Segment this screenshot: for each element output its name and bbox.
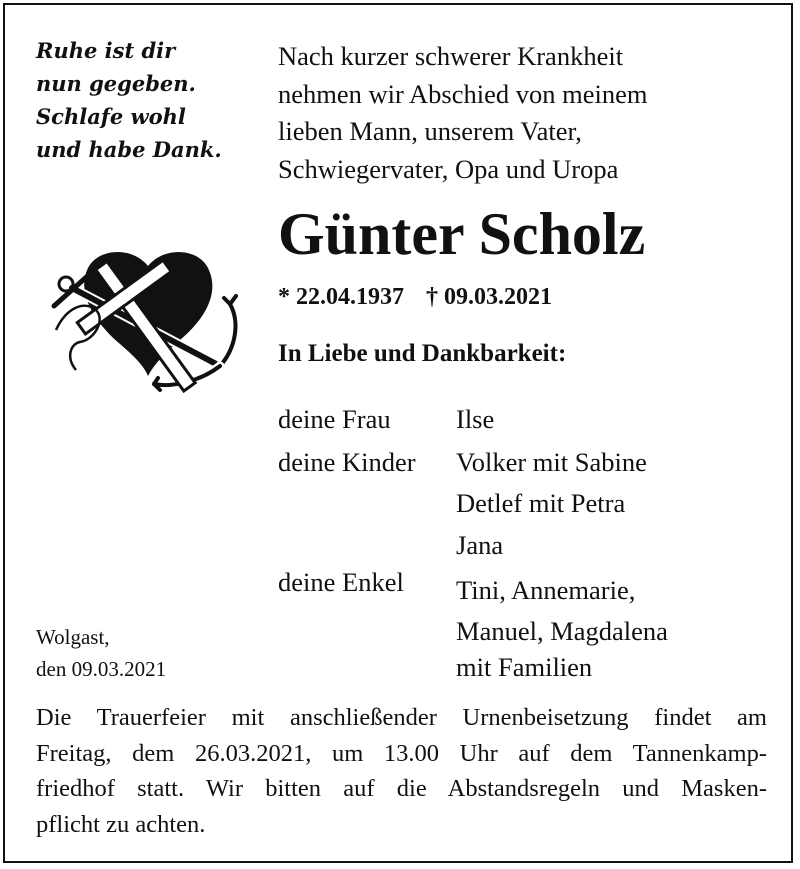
mourner-name: Ilse bbox=[456, 404, 495, 434]
deceased-name: Günter Scholz bbox=[278, 201, 646, 267]
mourner-relation-wife: deine Frau bbox=[278, 404, 391, 434]
funeral-notice bbox=[36, 700, 767, 842]
poem bbox=[36, 34, 222, 166]
notice-date: den 09.03.2021 bbox=[36, 657, 167, 681]
mourner-relation-grandchildren: deine Enkel bbox=[278, 567, 404, 597]
heart-cross-anchor-icon bbox=[36, 238, 256, 408]
intro-line: Schwiegervater, Opa und Uropa bbox=[278, 153, 619, 184]
notice-line: Freitag, dem 26.03.2021, um 13.00 Uhr auf dem Tannenkamp- bbox=[36, 739, 767, 767]
poem-line: Schlafe wohl bbox=[36, 104, 186, 129]
intro-line: lieben Mann, unserem Vater, bbox=[278, 116, 582, 146]
notice-line: pflicht zu achten. bbox=[36, 810, 206, 838]
poem-line: und habe Dank. bbox=[36, 137, 222, 162]
place-and-date bbox=[36, 621, 166, 685]
intro-line: Nach kurzer schwerer Krankheit bbox=[278, 41, 624, 71]
mourner-name: mit Familien bbox=[456, 652, 593, 682]
birth-date: * 22.04.1937 bbox=[278, 284, 404, 310]
intro-text bbox=[278, 38, 647, 188]
mourner-name: Jana bbox=[456, 530, 504, 560]
mourner-name: Detlef mit Petra bbox=[456, 488, 626, 518]
life-dates bbox=[278, 282, 552, 312]
town: Wolgast, bbox=[36, 625, 110, 649]
mourner-name: Volker mit Sabine bbox=[456, 447, 647, 477]
mourner-relation-children: deine Kinder bbox=[278, 447, 416, 477]
dedication: In Liebe und Dankbarkeit: bbox=[278, 340, 567, 367]
poem-line: nun gegeben. bbox=[36, 71, 196, 96]
notice-line: friedhof statt. Wir bitten auf die Abstandsregeln und Masken- bbox=[36, 775, 767, 802]
death-date: † 09.03.2021 bbox=[426, 284, 552, 310]
mourner-name: Tini, Annemarie, bbox=[456, 575, 636, 605]
notice-line: Die Trauerfeier mit anschließender Urnenbeisetzung findet am bbox=[36, 704, 767, 731]
mourner-name: Manuel, Magdalena bbox=[456, 616, 668, 646]
poem-line: Ruhe ist dir bbox=[36, 38, 176, 63]
intro-line: nehmen wir Abschied von meinem bbox=[278, 78, 648, 109]
